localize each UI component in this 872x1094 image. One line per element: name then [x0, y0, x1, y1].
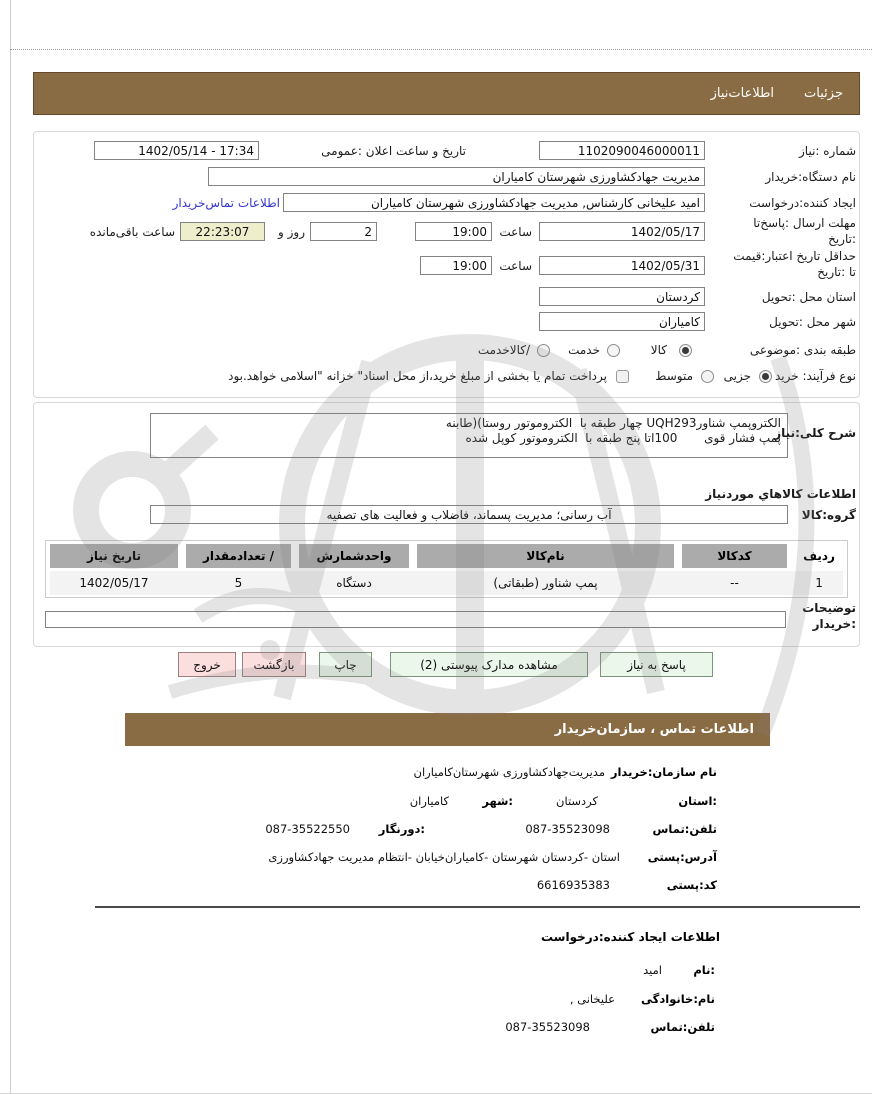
cell-item-code: --	[730, 576, 739, 590]
back-button[interactable]: بازگشت	[242, 652, 306, 677]
buyer-notes-input[interactable]	[45, 611, 786, 628]
need-number-label: شماره :نیاز	[799, 144, 856, 158]
header-item-code: کدکالا	[682, 544, 787, 568]
remaining-time-countdown	[180, 222, 265, 241]
creator-first-name-label: :نام	[693, 963, 715, 977]
buyer-contact-link[interactable]: اطلاعات تماس‌خریدار	[172, 196, 280, 210]
header-quantity: / تعدادمقدار	[186, 544, 291, 568]
org-name-label: نام سازمان:خریدار	[610, 765, 717, 779]
delivery-city-input[interactable]	[539, 312, 705, 331]
radio-goods-selected[interactable]	[679, 344, 692, 357]
org-address-label: آدرس:پستی	[647, 850, 717, 864]
validity-time-input[interactable]	[420, 256, 492, 275]
org-phone-label: تلفن:تماس	[652, 822, 717, 836]
creator-first-name-value: امید	[643, 963, 662, 977]
radio-goods-service[interactable]	[537, 344, 550, 357]
goods-group-label: گروه:کالا	[801, 508, 856, 522]
treasury-checkbox[interactable]	[616, 370, 629, 383]
deadline-label-line1: مهلت ارسال :پاسخ‌تا	[753, 216, 856, 230]
request-creator-input[interactable]	[283, 193, 705, 212]
header-need-date: تاریخ نیاز	[50, 544, 178, 568]
announce-datetime-input[interactable]	[94, 141, 259, 160]
delivery-province-input[interactable]	[539, 287, 705, 306]
goods-group-input[interactable]	[150, 505, 788, 524]
process-type-label: نوع فرآیند: خرید	[775, 369, 856, 383]
org-contact-bar: اطلاعات تماس ، سازمان‌خریدار	[125, 713, 770, 746]
tab-details[interactable]: جزئیات	[804, 86, 843, 101]
radio-goods-label: کالا	[650, 343, 667, 357]
header-row-number: ردیف	[803, 549, 835, 563]
creator-phone-value: 087-35523098	[505, 1020, 590, 1034]
deadline-label-line2: :تاریخ	[828, 232, 856, 246]
day-and-label: روز و	[278, 225, 305, 239]
radio-service[interactable]	[607, 344, 620, 357]
deadline-hour-label: ساعت	[499, 225, 532, 239]
tab-need-info[interactable]: اطلاعات‌نیاز	[710, 86, 775, 101]
validity-label-line2: تا :تاریخ	[817, 265, 856, 279]
need-description-line2: پمپ فشار قوی 100اتا پنج طبقه با الکتروموتور کوپل شده	[465, 431, 781, 445]
validity-date-input[interactable]	[539, 256, 705, 275]
creator-phone-label: تلفن:تماس	[650, 1020, 715, 1034]
org-city-value: کامیاران	[409, 794, 449, 808]
buyer-notes-label-line1: توضیحات	[802, 601, 856, 615]
creator-info-heading: اطلاعات ایجاد کننده:درخواست	[540, 930, 720, 944]
goods-table	[45, 540, 848, 598]
respond-button[interactable]: پاسخ به نیاز	[600, 652, 713, 677]
deadline-time-input[interactable]	[415, 222, 492, 241]
radio-service-label: خدمت	[568, 343, 600, 357]
creator-last-name-value: علیخانی ,	[569, 992, 615, 1006]
org-province-label: :استان	[678, 794, 717, 808]
validity-label-line1: حداقل تاریخ اعتبار:قیمت	[733, 249, 856, 263]
need-description-box[interactable]	[150, 413, 788, 458]
delivery-city-label: شهر محل :تحویل	[769, 315, 856, 329]
need-description-line1: الکتروپمپ شناورUQH293 چهار طبقه با الکتروموتور روستا)(طابنه	[445, 416, 781, 430]
org-name-value: مدیریت‌جهادکشاورزی شهرستان‌کامیاران	[413, 765, 605, 779]
buyer-name-input[interactable]	[208, 167, 705, 186]
org-postal-value: 6616935383	[536, 878, 610, 892]
deadline-date-input[interactable]	[539, 222, 705, 241]
buyer-name-label: نام دستگاه:خریدار	[765, 170, 856, 184]
cell-count-unit: دستگاه	[336, 576, 372, 590]
left-rule	[10, 0, 11, 1093]
cell-row-number: 1	[815, 576, 823, 590]
goods-info-heading: اطلاعات کالاهاي موردنیاز	[705, 487, 856, 501]
remaining-days-input[interactable]	[310, 222, 377, 241]
org-phone-value: 087-35523098	[525, 822, 610, 836]
top-dotted-divider	[10, 49, 872, 50]
radio-minor-selected[interactable]	[759, 370, 772, 383]
header-item-name: نام‌کالا	[417, 544, 674, 568]
need-description-label: شرح کلی:نیاز	[774, 426, 856, 440]
header-count-unit: واحدشمارش	[299, 544, 409, 568]
request-creator-label: ایجاد کننده:درخواست	[749, 196, 856, 210]
org-postal-label: کد:پستی	[666, 878, 717, 892]
validity-hour-label: ساعت	[499, 259, 532, 273]
treasury-note: پرداخت تمام یا بخشی از مبلغ خرید،از محل اسناد" خزانه "اسلامی خواهد.بود	[228, 369, 607, 383]
creator-last-name-label: نام:خانوادگی	[641, 992, 715, 1006]
view-attachments-button[interactable]: مشاهده مدارک پیوستی (2)	[390, 652, 588, 677]
goods-table-header	[50, 544, 843, 568]
radio-goods-service-label: /کالاخدمت	[477, 343, 530, 357]
delivery-province-label: استان محل :تحویل	[761, 290, 856, 304]
cell-quantity: 5	[234, 576, 243, 590]
category-label: طبقه بندی :موضوعی	[749, 343, 856, 357]
tab-bar	[33, 72, 860, 115]
org-address-value: استان -کردستان شهرستان -کامیاران‌خیابان -انتظام مدیریت جهادکشاورزی	[268, 850, 620, 864]
radio-minor-label: جزیی	[723, 369, 751, 383]
remaining-hours-label: ساعت باقی‌مانده	[89, 225, 175, 239]
announce-datetime-label: تاریخ و ساعت اعلان :عمومی	[321, 144, 466, 158]
org-province-value: کردستان	[556, 794, 598, 808]
org-city-label: :شهر	[482, 794, 513, 808]
radio-medium[interactable]	[701, 370, 714, 383]
need-number-input[interactable]	[539, 141, 705, 160]
radio-medium-label: متوسط	[655, 369, 693, 383]
cell-item-name: پمپ شناور (طبقاتی)	[493, 576, 598, 590]
cell-need-date: 1402/05/17	[79, 576, 149, 590]
table-row	[50, 571, 843, 595]
section-divider	[95, 906, 860, 908]
exit-button[interactable]: خروج	[178, 652, 236, 677]
buyer-notes-label-line2: :خریدار	[812, 617, 856, 631]
org-fax-value: 087-35522550	[265, 822, 350, 836]
org-fax-label: :دورنگار	[378, 822, 425, 836]
print-button[interactable]: چاپ	[319, 652, 372, 677]
